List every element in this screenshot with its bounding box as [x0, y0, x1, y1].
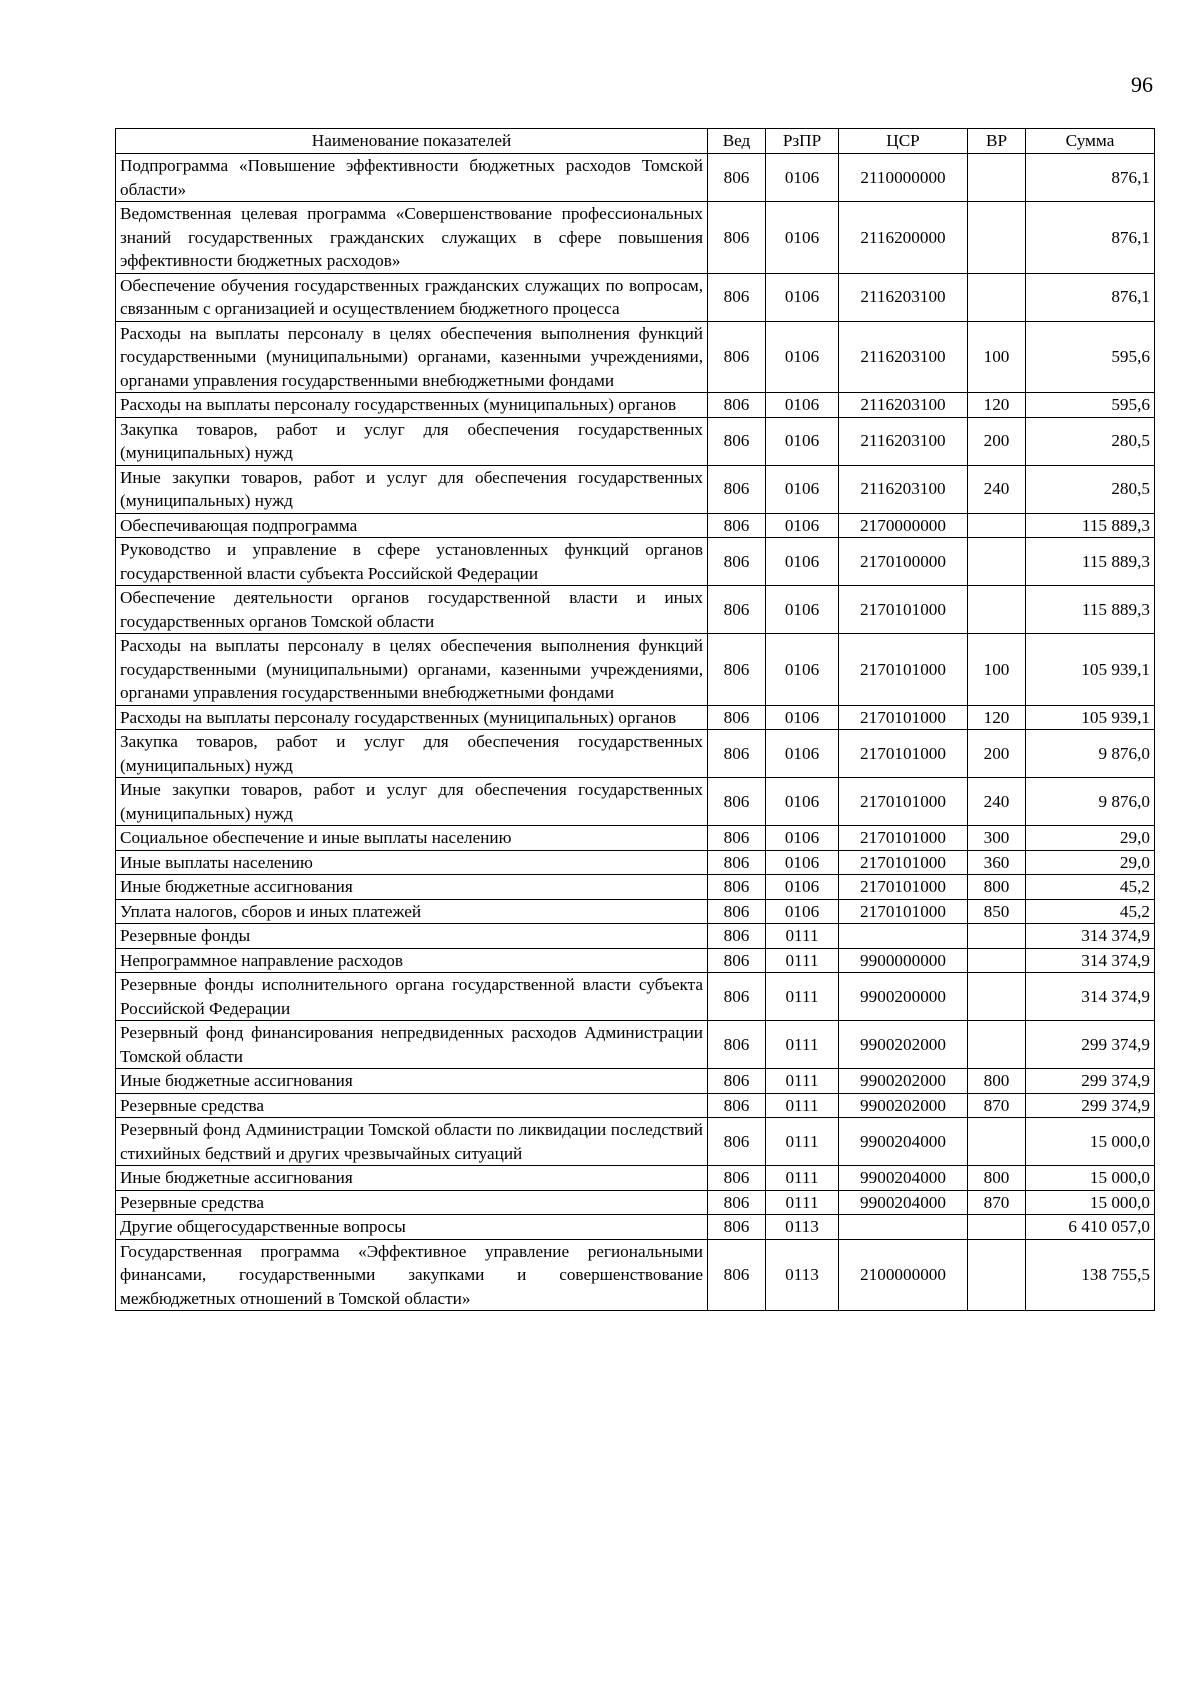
table-row — [116, 1215, 1155, 1240]
row-sum: 314 374,9 — [1026, 948, 1155, 973]
row-ved: 806 — [708, 875, 766, 900]
row-rzpr: 0106 — [766, 465, 839, 513]
row-ved: 806 — [708, 538, 766, 586]
row-sum: 45,2 — [1026, 875, 1155, 900]
table-row — [116, 273, 1155, 321]
row-rzpr: 0111 — [766, 1118, 839, 1166]
table-row — [116, 1021, 1155, 1069]
page-number: 96 — [1131, 72, 1153, 97]
table-row — [116, 826, 1155, 851]
row-vr — [968, 273, 1026, 321]
row-rzpr: 0106 — [766, 778, 839, 826]
row-ved: 806 — [708, 778, 766, 826]
row-vr: 800 — [968, 1069, 1026, 1094]
row-rzpr: 0106 — [766, 154, 839, 202]
row-rzpr: 0106 — [766, 826, 839, 851]
row-name: Иные закупки товаров, работ и услуг для обеспечения государственных (муниципальных) нужд — [116, 778, 708, 826]
row-rzpr: 0106 — [766, 705, 839, 730]
row-sum: 9 876,0 — [1026, 778, 1155, 826]
row-sum: 595,6 — [1026, 321, 1155, 393]
row-rzpr: 0106 — [766, 850, 839, 875]
row-sum: 29,0 — [1026, 826, 1155, 851]
table-row — [116, 899, 1155, 924]
row-csr: 2170100000 — [839, 538, 968, 586]
row-rzpr: 0111 — [766, 1021, 839, 1069]
row-vr: 200 — [968, 417, 1026, 465]
table-row — [116, 154, 1155, 202]
row-rzpr: 0106 — [766, 202, 839, 274]
row-name: Руководство и управление в сфере установленных функций органов государственной власти субъекта Российской Федерации — [116, 538, 708, 586]
row-csr: 2116200000 — [839, 202, 968, 274]
row-csr — [839, 1215, 968, 1240]
row-ved: 806 — [708, 417, 766, 465]
row-name: Социальное обеспечение и иные выплаты населению — [116, 826, 708, 851]
row-vr: 240 — [968, 778, 1026, 826]
header-rzpr: РзПР — [766, 129, 839, 154]
row-csr: 9900202000 — [839, 1093, 968, 1118]
table-row — [116, 465, 1155, 513]
row-sum: 876,1 — [1026, 154, 1155, 202]
row-ved: 806 — [708, 899, 766, 924]
row-csr — [839, 924, 968, 949]
row-name: Обеспечение деятельности органов государственной власти и иных государственных органов Томской области — [116, 586, 708, 634]
row-ved: 806 — [708, 586, 766, 634]
row-vr — [968, 154, 1026, 202]
row-rzpr: 0106 — [766, 538, 839, 586]
row-rzpr: 0111 — [766, 1190, 839, 1215]
row-csr: 2116203100 — [839, 393, 968, 418]
row-vr — [968, 513, 1026, 538]
row-vr: 870 — [968, 1093, 1026, 1118]
row-csr: 2110000000 — [839, 154, 968, 202]
row-csr: 2170101000 — [839, 586, 968, 634]
header-row — [116, 129, 1155, 154]
row-sum: 15 000,0 — [1026, 1190, 1155, 1215]
row-rzpr: 0106 — [766, 586, 839, 634]
table-row — [116, 1118, 1155, 1166]
table-row — [116, 513, 1155, 538]
row-csr: 2116203100 — [839, 273, 968, 321]
table-row — [116, 705, 1155, 730]
row-ved: 806 — [708, 973, 766, 1021]
table-row — [116, 948, 1155, 973]
row-csr: 2100000000 — [839, 1239, 968, 1311]
row-sum: 6 410 057,0 — [1026, 1215, 1155, 1240]
table-row — [116, 850, 1155, 875]
table-row — [116, 973, 1155, 1021]
table-row — [116, 778, 1155, 826]
row-csr: 9900204000 — [839, 1190, 968, 1215]
row-sum: 138 755,5 — [1026, 1239, 1155, 1311]
row-name: Резервный фонд Администрации Томской области по ликвидации последствий стихийных бедствий и других чрезвычайных ситуаций — [116, 1118, 708, 1166]
row-sum: 115 889,3 — [1026, 586, 1155, 634]
row-vr — [968, 924, 1026, 949]
header-vr: ВР — [968, 129, 1026, 154]
table-row — [116, 1093, 1155, 1118]
row-name: Расходы на выплаты персоналу государственных (муниципальных) органов — [116, 705, 708, 730]
row-ved: 806 — [708, 1093, 766, 1118]
row-name: Иные закупки товаров, работ и услуг для обеспечения государственных (муниципальных) нужд — [116, 465, 708, 513]
row-name: Резервные фонды — [116, 924, 708, 949]
row-ved: 806 — [708, 924, 766, 949]
row-rzpr: 0106 — [766, 513, 839, 538]
row-name: Резервный фонд финансирования непредвиденных расходов Администрации Томской области — [116, 1021, 708, 1069]
row-vr: 120 — [968, 393, 1026, 418]
row-csr: 2170101000 — [839, 730, 968, 778]
row-ved: 806 — [708, 1166, 766, 1191]
row-rzpr: 0111 — [766, 948, 839, 973]
row-rzpr: 0111 — [766, 1069, 839, 1094]
row-name: Ведомственная целевая программа «Совершенствование профессиональных знаний государственных гражданских служащих в сфере повышения эффективности бюджетных расходов» — [116, 202, 708, 274]
row-ved: 806 — [708, 1215, 766, 1240]
row-csr: 2170101000 — [839, 826, 968, 851]
row-ved: 806 — [708, 202, 766, 274]
row-sum: 105 939,1 — [1026, 705, 1155, 730]
row-csr: 2116203100 — [839, 321, 968, 393]
table-body — [116, 154, 1155, 1311]
row-name: Расходы на выплаты персоналу государственных (муниципальных) органов — [116, 393, 708, 418]
table-row — [116, 634, 1155, 706]
row-name: Иные бюджетные ассигнования — [116, 875, 708, 900]
row-csr: 2170101000 — [839, 705, 968, 730]
row-vr: 360 — [968, 850, 1026, 875]
table-row — [116, 417, 1155, 465]
table-row — [116, 538, 1155, 586]
row-rzpr: 0111 — [766, 1093, 839, 1118]
row-sum: 280,5 — [1026, 465, 1155, 513]
row-name: Иные выплаты населению — [116, 850, 708, 875]
row-csr: 2116203100 — [839, 465, 968, 513]
row-csr: 2170101000 — [839, 875, 968, 900]
row-name: Другие общегосударственные вопросы — [116, 1215, 708, 1240]
row-sum: 15 000,0 — [1026, 1118, 1155, 1166]
row-vr — [968, 1118, 1026, 1166]
row-vr — [968, 202, 1026, 274]
row-ved: 806 — [708, 705, 766, 730]
row-csr: 2116203100 — [839, 417, 968, 465]
row-rzpr: 0111 — [766, 1166, 839, 1191]
row-csr: 2170000000 — [839, 513, 968, 538]
row-csr: 2170101000 — [839, 899, 968, 924]
row-sum: 876,1 — [1026, 273, 1155, 321]
row-rzpr: 0106 — [766, 321, 839, 393]
row-ved: 806 — [708, 850, 766, 875]
row-rzpr: 0113 — [766, 1239, 839, 1311]
row-name: Иные бюджетные ассигнования — [116, 1069, 708, 1094]
row-ved: 806 — [708, 1069, 766, 1094]
row-sum: 595,6 — [1026, 393, 1155, 418]
row-ved: 806 — [708, 1021, 766, 1069]
row-rzpr: 0113 — [766, 1215, 839, 1240]
row-rzpr: 0106 — [766, 875, 839, 900]
row-vr: 120 — [968, 705, 1026, 730]
row-sum: 299 374,9 — [1026, 1069, 1155, 1094]
row-sum: 314 374,9 — [1026, 973, 1155, 1021]
row-name: Резервные фонды исполнительного органа государственной власти субъекта Российской Федерации — [116, 973, 708, 1021]
row-sum: 115 889,3 — [1026, 538, 1155, 586]
table-row — [116, 321, 1155, 393]
table-row — [116, 730, 1155, 778]
row-sum: 280,5 — [1026, 417, 1155, 465]
row-vr: 800 — [968, 875, 1026, 900]
row-vr: 800 — [968, 1166, 1026, 1191]
row-vr: 300 — [968, 826, 1026, 851]
row-vr: 100 — [968, 634, 1026, 706]
row-rzpr: 0106 — [766, 634, 839, 706]
row-ved: 806 — [708, 273, 766, 321]
row-name: Обеспечивающая подпрограмма — [116, 513, 708, 538]
row-vr — [968, 1021, 1026, 1069]
row-ved: 806 — [708, 1239, 766, 1311]
row-ved: 806 — [708, 513, 766, 538]
row-csr: 9900202000 — [839, 1021, 968, 1069]
row-vr: 850 — [968, 899, 1026, 924]
row-vr: 870 — [968, 1190, 1026, 1215]
table-row — [116, 1190, 1155, 1215]
row-sum: 299 374,9 — [1026, 1093, 1155, 1118]
row-csr: 2170101000 — [839, 778, 968, 826]
row-name: Резервные средства — [116, 1093, 708, 1118]
row-vr: 100 — [968, 321, 1026, 393]
row-ved: 806 — [708, 1118, 766, 1166]
row-vr: 200 — [968, 730, 1026, 778]
row-rzpr: 0106 — [766, 730, 839, 778]
row-sum: 876,1 — [1026, 202, 1155, 274]
row-rzpr: 0106 — [766, 393, 839, 418]
table-row — [116, 1069, 1155, 1094]
row-sum: 45,2 — [1026, 899, 1155, 924]
row-ved: 806 — [708, 730, 766, 778]
row-csr: 2170101000 — [839, 634, 968, 706]
row-rzpr: 0106 — [766, 273, 839, 321]
header-ved: Вед — [708, 129, 766, 154]
row-vr — [968, 973, 1026, 1021]
row-vr — [968, 1215, 1026, 1240]
table-row — [116, 393, 1155, 418]
row-name: Резервные средства — [116, 1190, 708, 1215]
header-sum: Сумма — [1026, 129, 1155, 154]
row-ved: 806 — [708, 634, 766, 706]
row-rzpr: 0106 — [766, 899, 839, 924]
table-row — [116, 875, 1155, 900]
row-name: Государственная программа «Эффективное управление региональными финансами, государственными закупками и совершенствование межбюджетных отношений в Томской области» — [116, 1239, 708, 1311]
row-sum: 9 876,0 — [1026, 730, 1155, 778]
table-row — [116, 202, 1155, 274]
row-ved: 806 — [708, 948, 766, 973]
row-ved: 806 — [708, 465, 766, 513]
table-row — [116, 1239, 1155, 1311]
header-csr: ЦСР — [839, 129, 968, 154]
row-vr: 240 — [968, 465, 1026, 513]
row-rzpr: 0106 — [766, 417, 839, 465]
row-ved: 806 — [708, 393, 766, 418]
row-vr — [968, 586, 1026, 634]
row-vr — [968, 1239, 1026, 1311]
row-name: Подпрограмма «Повышение эффективности бюджетных расходов Томской области» — [116, 154, 708, 202]
row-sum: 15 000,0 — [1026, 1166, 1155, 1191]
row-name: Уплата налогов, сборов и иных платежей — [116, 899, 708, 924]
row-sum: 105 939,1 — [1026, 634, 1155, 706]
row-csr: 2170101000 — [839, 850, 968, 875]
row-sum: 299 374,9 — [1026, 1021, 1155, 1069]
row-vr — [968, 948, 1026, 973]
row-name: Расходы на выплаты персоналу в целях обеспечения выполнения функций государственными (муниципальными) органами, казенными учреждениями, органами управления государственными внебюджетными фондами — [116, 634, 708, 706]
row-sum: 115 889,3 — [1026, 513, 1155, 538]
row-name: Расходы на выплаты персоналу в целях обеспечения выполнения функций государственными (муниципальными) органами, казенными учреждениями, органами управления государственными внебюджетными фондами — [116, 321, 708, 393]
table-row — [116, 924, 1155, 949]
row-sum: 29,0 — [1026, 850, 1155, 875]
row-rzpr: 0111 — [766, 924, 839, 949]
row-csr: 9900204000 — [839, 1118, 968, 1166]
row-csr: 9900200000 — [839, 973, 968, 1021]
row-name: Иные бюджетные ассигнования — [116, 1166, 708, 1191]
row-ved: 806 — [708, 826, 766, 851]
row-ved: 806 — [708, 1190, 766, 1215]
row-rzpr: 0111 — [766, 973, 839, 1021]
table-row — [116, 586, 1155, 634]
row-ved: 806 — [708, 321, 766, 393]
row-csr: 9900202000 — [839, 1069, 968, 1094]
row-name: Непрограммное направление расходов — [116, 948, 708, 973]
row-name: Закупка товаров, работ и услуг для обеспечения государственных (муниципальных) нужд — [116, 730, 708, 778]
budget-table — [115, 128, 1155, 1311]
row-csr: 9900000000 — [839, 948, 968, 973]
header-name: Наименование показателей — [116, 129, 708, 154]
table-row — [116, 1166, 1155, 1191]
row-vr — [968, 538, 1026, 586]
row-name: Закупка товаров, работ и услуг для обеспечения государственных (муниципальных) нужд — [116, 417, 708, 465]
row-sum: 314 374,9 — [1026, 924, 1155, 949]
row-csr: 9900204000 — [839, 1166, 968, 1191]
row-ved: 806 — [708, 154, 766, 202]
row-name: Обеспечение обучения государственных гражданских служащих по вопросам, связанным с организацией и осуществлением бюджетного процесса — [116, 273, 708, 321]
